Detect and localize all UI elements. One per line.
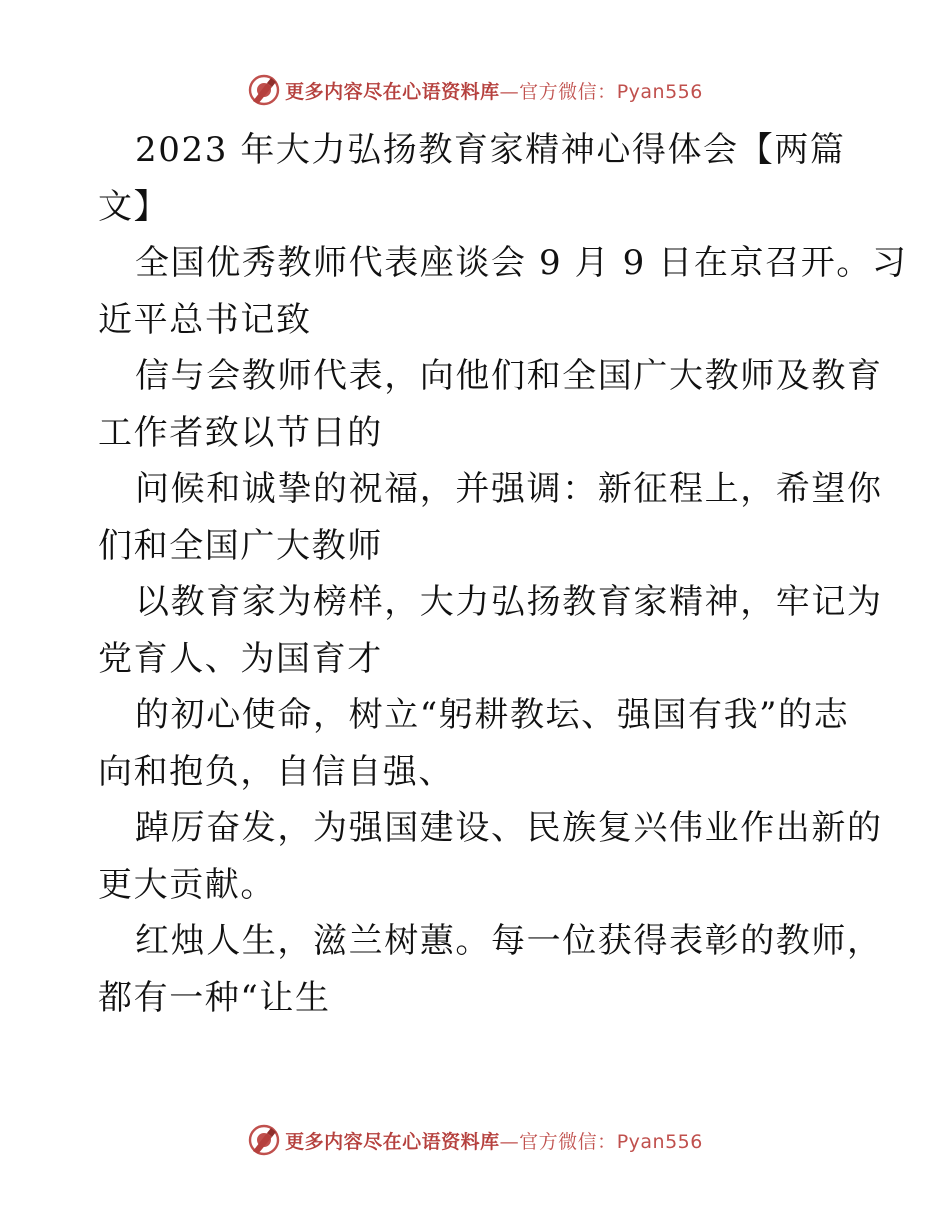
footer-text [285,1127,703,1154]
header-brand: 更多内容尽在心语资料库 [285,80,500,103]
text-line: 更大贡献。 [98,864,276,905]
footer-wechat-id: Pyan556 [616,1130,703,1153]
text-line: 信与会教师代表，向他们和全国广大教师及教育 [135,356,883,396]
text-line: 的初心使命，树立“躬耕教坛、强国有我”的志 [135,695,850,735]
text-line: 全国优秀教师代表座谈会 9 月 9 日在京召开。习 [135,243,908,283]
pen-logo-icon [247,1123,281,1157]
text-line: 都有一种“让生 [98,977,331,1018]
header-separator: — [499,80,520,103]
document-body [98,122,908,1026]
header-wechat-label: 官方微信： [519,80,617,103]
text-line: 们和全国广大教师 [98,525,383,566]
footer-wechat-label: 官方微信： [519,1130,617,1153]
text-line: 近平总书记致 [98,299,312,340]
text-line: 以教育家为榜样，大力弘扬教育家精神，牢记为 [135,582,883,622]
text-line: 向和抱负，自信自强、 [98,751,454,792]
footer-banner [0,1120,950,1160]
text-line: 党育人、为国育才 [98,638,383,679]
footer-brand: 更多内容尽在心语资料库 [285,1130,500,1153]
pen-logo-icon [247,73,281,107]
text-line: 红烛人生，滋兰树蕙。每一位获得表彰的教师， [135,921,883,961]
header-banner [0,70,950,110]
text-line: 工作者致以节日的 [98,412,383,453]
text-line: 踔厉奋发，为强国建设、民族复兴伟业作出新的 [135,808,883,848]
text-line: 2023 年大力弘扬教育家精神心得体会【两篇 [135,130,846,170]
text-line: 问候和诚挚的祝福，并强调：新征程上，希望你 [135,469,883,509]
text-line: 文】 [98,186,170,227]
header-text [285,77,703,104]
footer-separator: — [499,1130,520,1153]
header-wechat-id: Pyan556 [616,80,703,103]
